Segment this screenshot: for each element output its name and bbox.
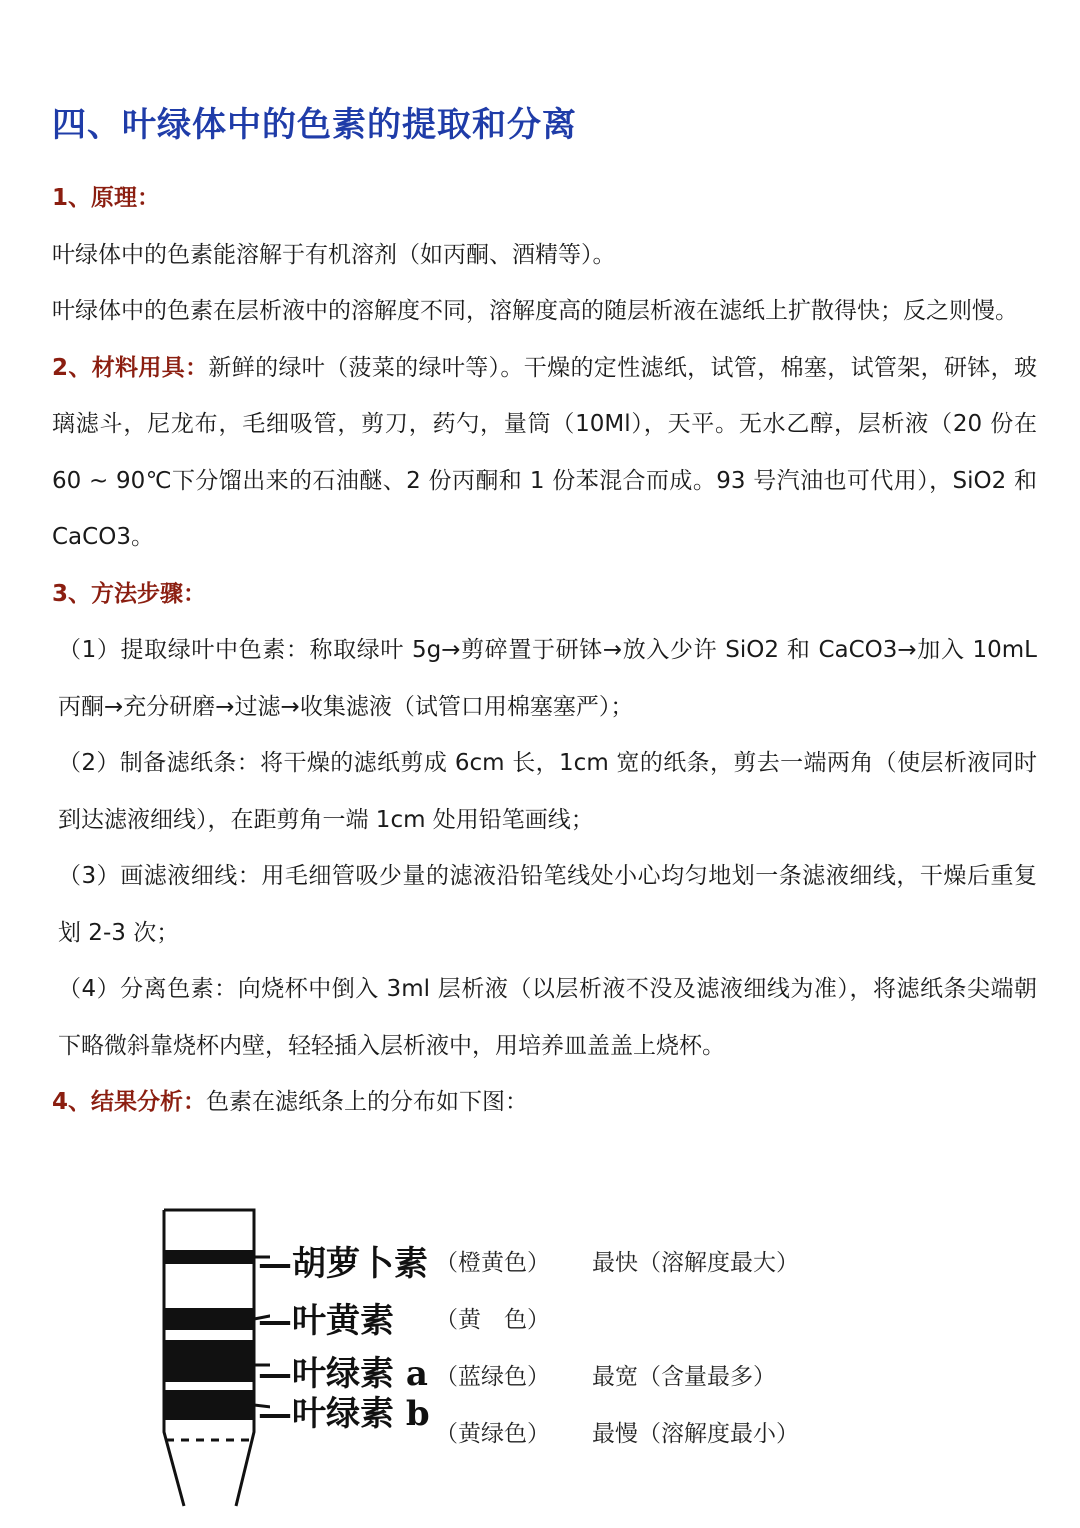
band-carotene bbox=[164, 1250, 254, 1264]
principle-line-1: 叶绿体中的色素能溶解于有机溶剂（如丙酮、酒精等）。 bbox=[52, 241, 616, 268]
result-paragraph bbox=[52, 1074, 1037, 1131]
principle-heading: 1、原理： bbox=[52, 185, 161, 211]
band-chlorophyll-a bbox=[164, 1340, 254, 1382]
method-heading: 3、方法步骤： bbox=[52, 580, 207, 607]
page-title: 四、叶绿体中的色素的提取和分离 bbox=[52, 105, 577, 145]
pigment-diagram bbox=[150, 1200, 870, 1510]
document-body bbox=[52, 100, 1037, 1131]
band-chlorophyll-b bbox=[164, 1390, 254, 1420]
materials-heading: 2、材料用具： bbox=[52, 354, 209, 381]
result-heading: 4、结果分析： bbox=[52, 1089, 207, 1115]
method-step-4: （4）分离色素：向烧杯中倒入 3ml 层析液（以层析液不没及滤液细线为准），将滤纸条尖端朝下略微斜靠烧杯内壁，轻轻插入层析液中，用培养皿盖盖上烧杯。 bbox=[58, 976, 1037, 1059]
method-heading-line bbox=[52, 566, 1037, 623]
method-step-1: （1）提取绿叶中色素：称取绿叶 5g→剪碎置于研钵→放入少许 SiO2 和 CaCO3→加入 10mL 丙酮→充分研磨→过滤→收集滤液（试管口用棉塞塞严）； bbox=[58, 637, 1037, 720]
filter-paper-strip bbox=[150, 1200, 270, 1510]
method-step-3: （3）画滤液细线：用毛细管吸少量的滤液沿铅笔线处小心均匀地划一条滤液细线，干燥后重复划 2-3 次； bbox=[58, 863, 1037, 946]
materials-paragraph bbox=[52, 340, 1037, 566]
pigment-label-xanthophyll: —叶黄素 bbox=[258, 1301, 394, 1341]
principle-line-2: 叶绿体中的色素在层析液中的溶解度不同，溶解度高的随层析液在滤纸上扩散得快；反之则慢。 bbox=[52, 298, 1018, 324]
pigment-label-chlorophyll-a: —叶绿素 a bbox=[258, 1354, 428, 1394]
band-xanthophyll bbox=[164, 1308, 254, 1330]
principle-heading-line bbox=[52, 170, 1037, 227]
pigment-note-carotene: 最快（溶解度最大） bbox=[592, 1250, 799, 1276]
pigment-note-chlorophyll-a: 最宽（含量最多） bbox=[592, 1364, 776, 1390]
result-text: 色素在滤纸条上的分布如下图： bbox=[206, 1089, 529, 1115]
pigment-note-chlorophyll-b: 最慢（溶解度最小） bbox=[592, 1421, 799, 1447]
materials-text: 新鲜的绿叶（菠菜的绿叶等）。干燥的定性滤纸，试管，棉塞，试管架，研钵，玻璃滤斗，尼龙布，毛细吸管，剪刀，药勺，量筒（10Ml），天平。无水乙醇，层析液（20 份在 60 ~ 90℃下分馏出来的石油醚、2 份丙酮和 1 份苯混合而成。93 号汽油也可代用），SiO2 和 CaCO3。 bbox=[52, 354, 1037, 550]
pigment-color-chlorophyll-a: （蓝绿色） bbox=[435, 1364, 550, 1390]
pigment-color-chlorophyll-b: （黄绿色） bbox=[435, 1421, 550, 1447]
pigment-label-carotene: —胡萝卜素 bbox=[258, 1244, 428, 1284]
pigment-label-chlorophyll-b: —叶绿素 b bbox=[258, 1394, 430, 1434]
method-step-2: （2）制备滤纸条：将干燥的滤纸剪成 6cm 长，1cm 宽的纸条，剪去一端两角（使层析液同时到达滤液细线），在距剪角一端 1cm 处用铅笔画线； bbox=[58, 750, 1037, 833]
pigment-color-xanthophyll: （黄 色） bbox=[435, 1307, 550, 1333]
pigment-color-carotene: （橙黄色） bbox=[435, 1250, 550, 1276]
